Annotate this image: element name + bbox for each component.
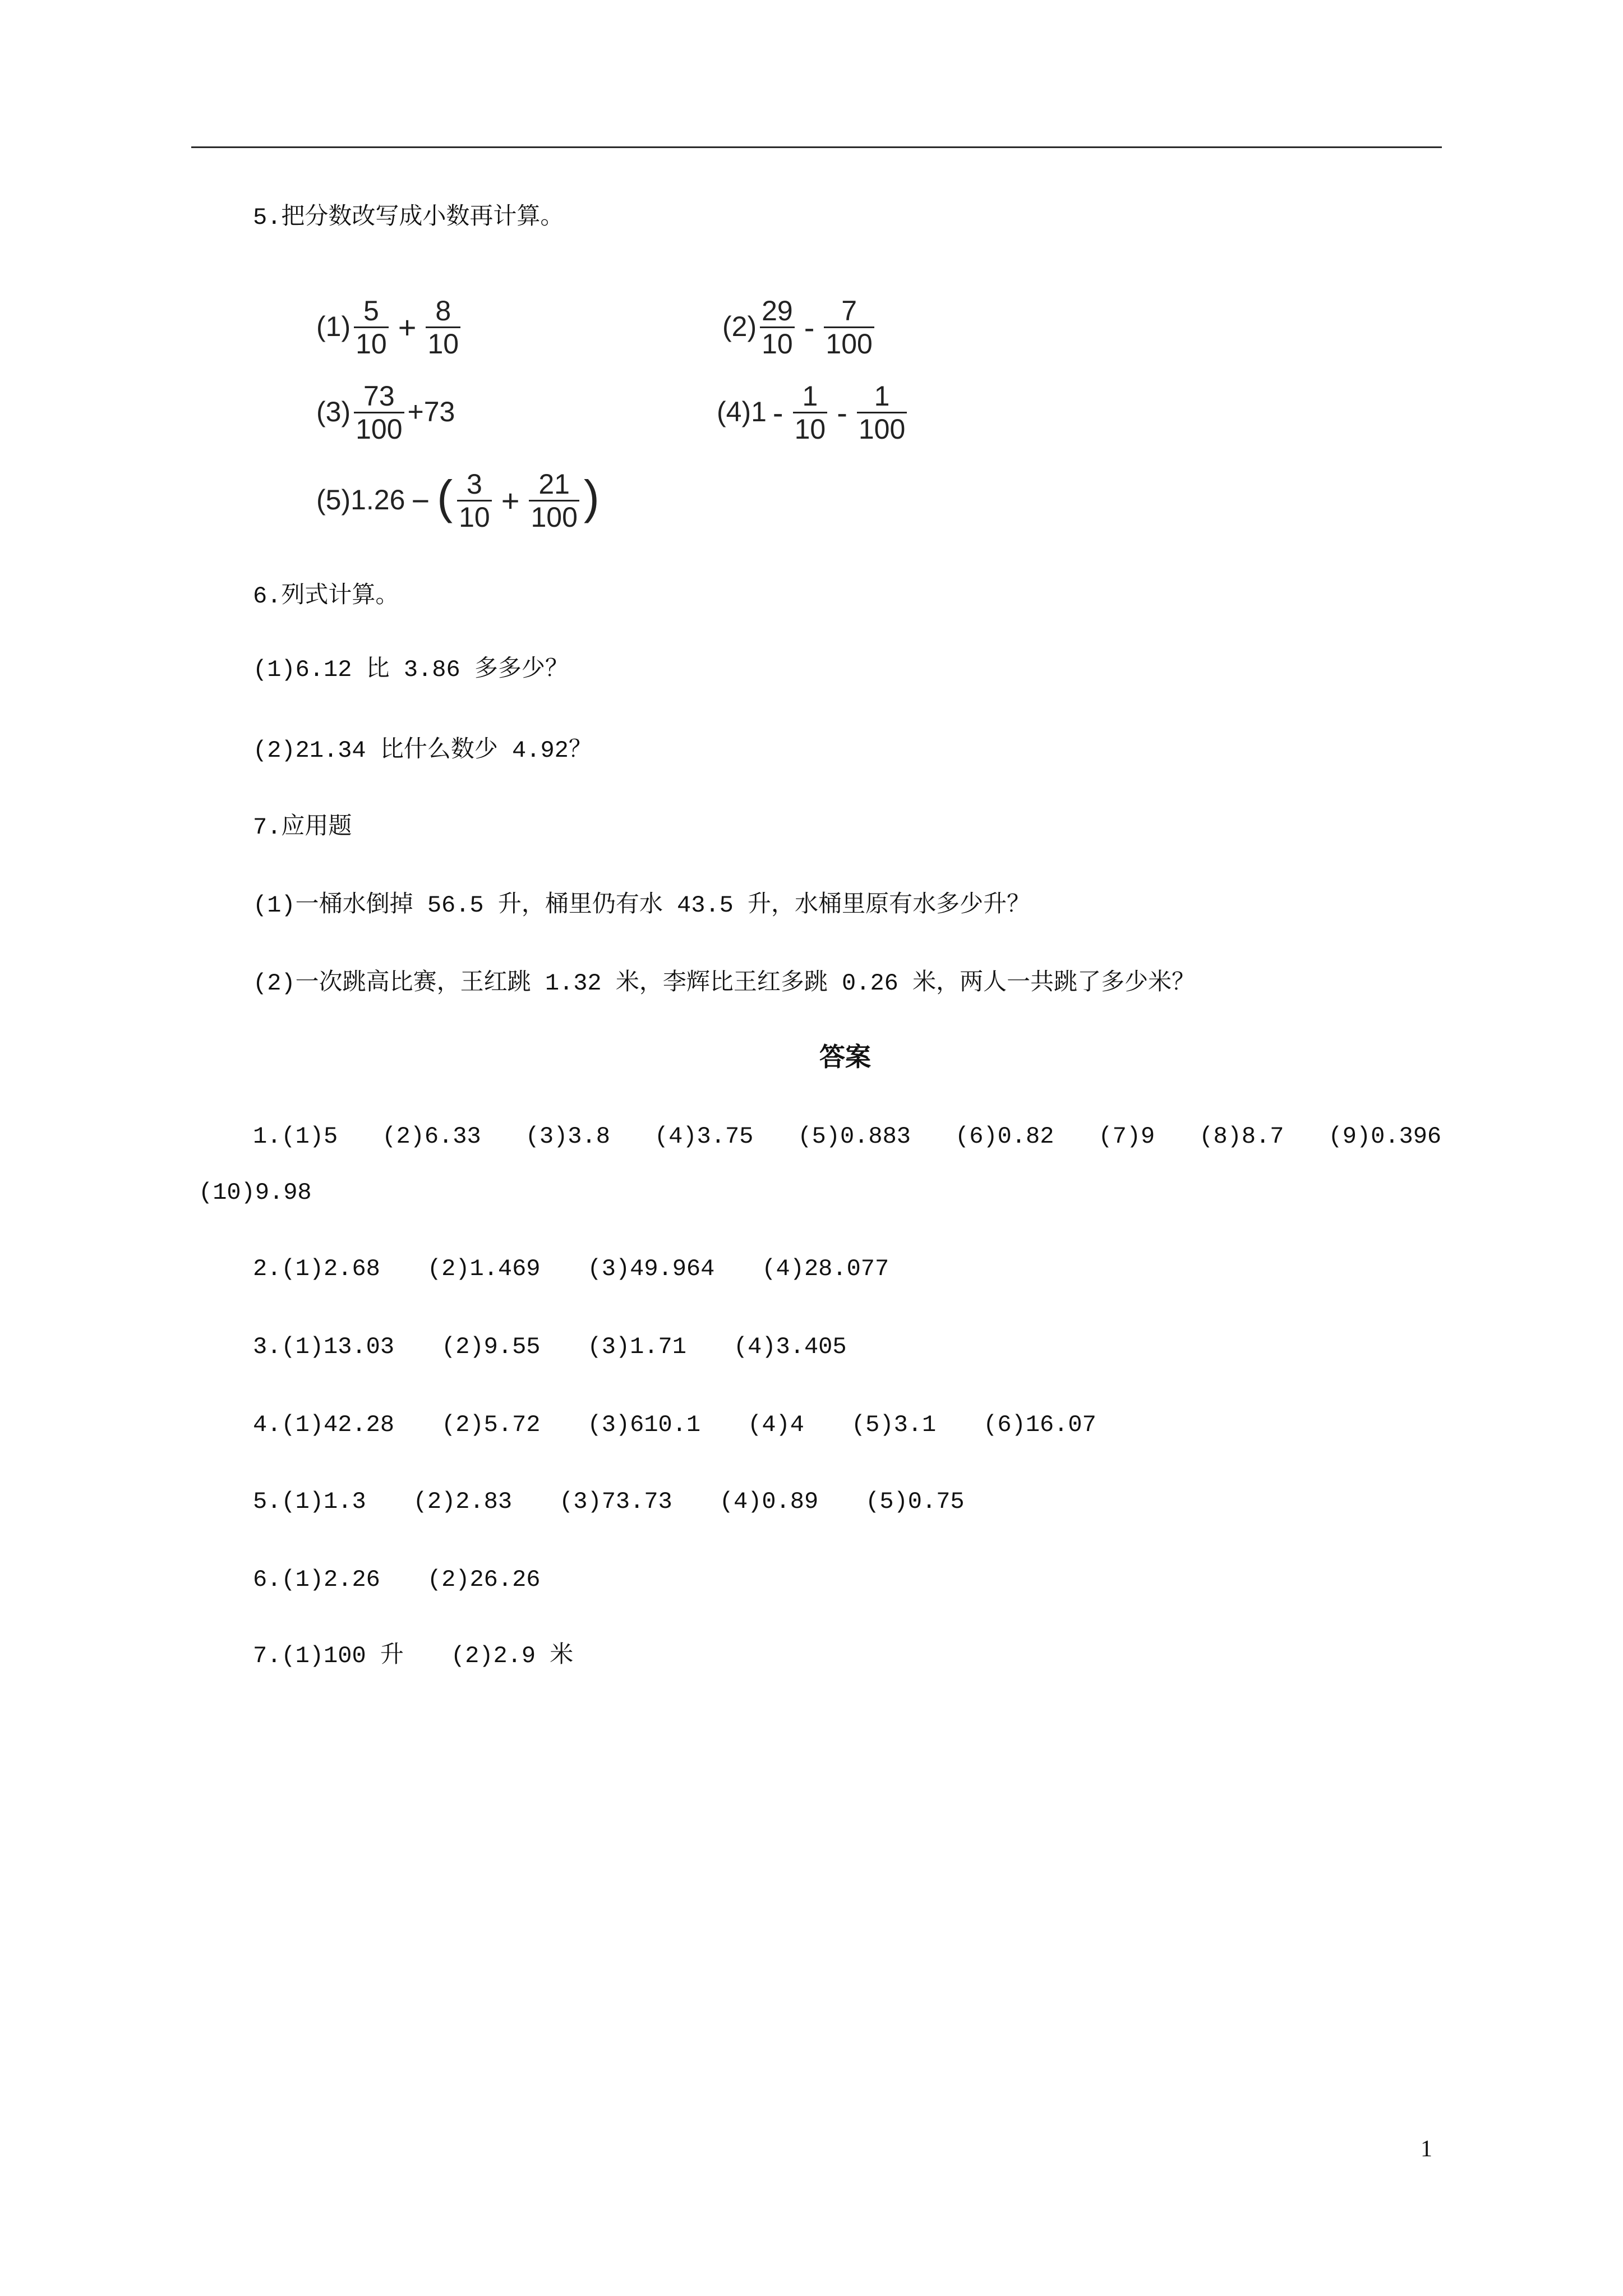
parenthesis: )	[583, 471, 600, 523]
answer-item: (7)9	[1098, 1123, 1155, 1150]
fraction	[457, 468, 492, 533]
fraction	[857, 380, 907, 445]
answer-item: (5)0.75	[865, 1488, 965, 1515]
answer-item: (2)1.469	[427, 1255, 541, 1282]
question-7-title: 7.应用题	[253, 814, 352, 841]
fraction	[793, 380, 828, 445]
answer-item: (1)2.26	[281, 1566, 380, 1593]
answer-row-7	[253, 1640, 573, 1672]
fraction-numerator: 8	[426, 295, 460, 328]
answer-item: (2)6.33	[382, 1123, 481, 1150]
answer-item: (1)1.3	[281, 1488, 366, 1515]
operator: +	[501, 482, 520, 518]
fraction-denominator: 10	[459, 501, 490, 533]
fraction	[426, 295, 460, 360]
page-number: 1	[1421, 2136, 1432, 2162]
question-6-item: (2)21.34 比什么数少 4.92？	[253, 737, 592, 764]
answer-number: 3.	[253, 1333, 282, 1360]
parenthesis: (	[437, 471, 453, 523]
fraction-numerator: 1	[857, 380, 907, 413]
operator: -	[772, 394, 783, 430]
answer-item: (1)42.28	[281, 1411, 395, 1438]
answer-item: (2)9.55	[441, 1333, 541, 1360]
answer-item: (6)16.07	[983, 1411, 1096, 1438]
fraction-numerator: 3	[457, 468, 492, 501]
fraction-numerator: 21	[529, 468, 579, 501]
answer-number: 1.	[253, 1123, 282, 1150]
fraction-denominator: 10	[427, 328, 459, 360]
answer-number: 7.	[253, 1642, 282, 1669]
answer-number: 6.	[253, 1566, 282, 1593]
expression-text: +73	[407, 396, 455, 428]
fraction	[529, 468, 579, 533]
operator: -	[804, 309, 815, 345]
fraction-numerator: 73	[354, 380, 404, 413]
question-6-item: (1)6.12 比 3.86 多多少？	[253, 656, 569, 683]
expression-text: (2)	[722, 311, 757, 343]
expression-1	[316, 288, 464, 366]
answer-item: (8)8.7	[1199, 1123, 1284, 1150]
answer-item: (1)13.03	[281, 1333, 395, 1360]
answer-item: (3)73.73	[559, 1488, 672, 1515]
answer-row-3	[253, 1331, 847, 1363]
answer-item: (10)9.98	[199, 1179, 312, 1206]
answer-item: (4)3.405	[733, 1333, 847, 1360]
fraction-denominator: 100	[858, 413, 906, 445]
expression-2	[722, 288, 878, 366]
answers-heading: 答案	[819, 1042, 871, 1072]
answer-item: (2)2.9 米	[450, 1642, 574, 1669]
answer-item: (1)100 升	[281, 1642, 404, 1669]
answer-item: (3)610.1	[587, 1411, 701, 1438]
fraction-numerator: 7	[824, 295, 874, 328]
answer-item: (1)2.68	[281, 1255, 380, 1282]
expression-3	[316, 373, 455, 452]
fraction	[760, 295, 795, 360]
answer-number: 4.	[253, 1411, 282, 1438]
answer-row-1	[199, 1108, 1442, 1221]
answer-row-6	[253, 1564, 541, 1595]
answer-item: (2)26.26	[427, 1566, 541, 1593]
fraction-denominator: 10	[356, 328, 387, 360]
answer-row-5	[253, 1486, 965, 1517]
fraction	[354, 380, 404, 445]
expression-5	[316, 461, 601, 540]
fraction	[354, 295, 389, 360]
answer-item: (4)0.89	[719, 1488, 819, 1515]
question-6-title: 6.列式计算。	[253, 583, 399, 610]
fraction	[824, 295, 874, 360]
expression-text: (1)	[316, 311, 351, 343]
fraction-denominator: 10	[794, 413, 826, 445]
answer-item: (4)4	[748, 1411, 804, 1438]
operator: −	[411, 482, 430, 518]
expression-text: (4)1	[717, 396, 767, 428]
answer-item: (6)0.82	[955, 1123, 1054, 1150]
answer-number: 2.	[253, 1255, 282, 1282]
answer-item: (9)0.396	[1328, 1123, 1442, 1150]
answer-item: (2)5.72	[441, 1411, 541, 1438]
answer-item: (3)1.71	[587, 1333, 686, 1360]
header-rule	[191, 146, 1442, 148]
answer-number: 5.	[253, 1488, 282, 1515]
expression-4	[717, 373, 910, 452]
operator: -	[837, 394, 847, 430]
question-5-title: 5.把分数改写成小数再计算。	[253, 204, 564, 231]
fraction-numerator: 29	[760, 295, 795, 328]
answer-item: (4)3.75	[654, 1123, 754, 1150]
question-7-item: (2)一次跳高比赛，王红跳 1.32 米，李辉比王红多跳 0.26 米，两人一共跳了多少米？	[253, 970, 1196, 997]
expression-text: (5)1.26	[316, 484, 405, 516]
answer-item: (4)28.077	[762, 1255, 889, 1282]
answer-item: (3)3.8	[525, 1123, 610, 1150]
question-7-item: (1)一桶水倒掉 56.5 升，桶里仍有水 43.5 升，水桶里原有水多少升？	[253, 892, 1031, 919]
answer-item: (5)3.1	[851, 1411, 937, 1438]
answer-row-4	[253, 1409, 1096, 1441]
fraction-numerator: 5	[354, 295, 389, 328]
expression-text: (3)	[316, 396, 351, 428]
operator: +	[398, 309, 417, 345]
answer-row-2	[253, 1253, 889, 1285]
fraction-denominator: 100	[531, 501, 578, 533]
fraction-denominator: 100	[356, 413, 403, 445]
answer-item: (3)49.964	[587, 1255, 715, 1282]
fraction-denominator: 100	[826, 328, 873, 360]
answer-item: (2)2.83	[413, 1488, 513, 1515]
fraction-numerator: 1	[793, 380, 828, 413]
answer-item: (5)0.883	[797, 1123, 911, 1150]
fraction-denominator: 10	[762, 328, 793, 360]
answer-item: (1)5	[281, 1123, 338, 1150]
